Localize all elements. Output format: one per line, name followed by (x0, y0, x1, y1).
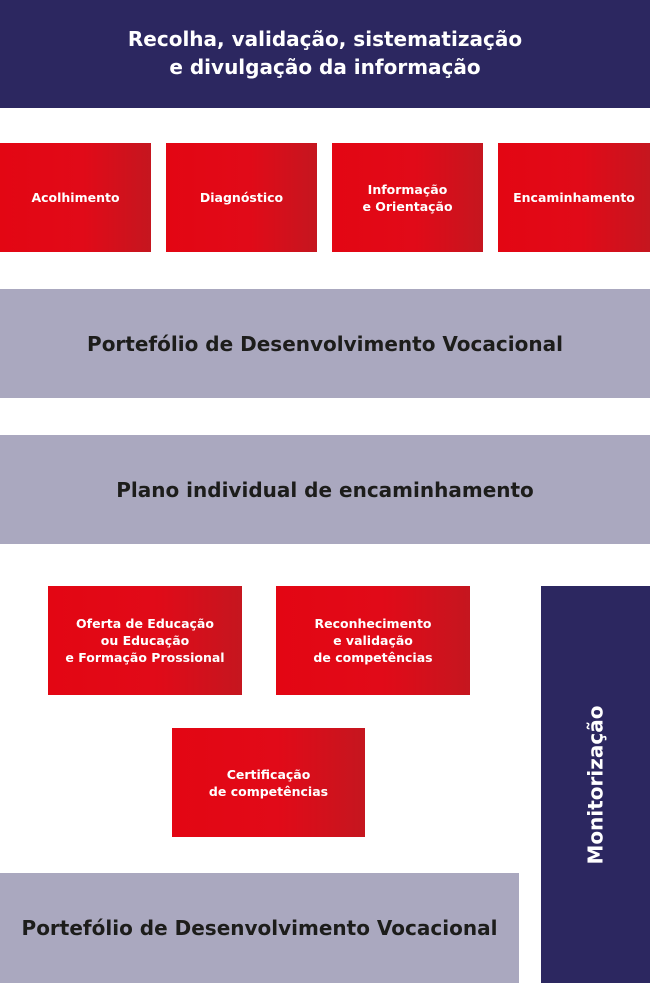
portfolio-top-label: Portefólio de Desenvolvimento Vocacional (87, 331, 563, 356)
step-label: Acolhimento (31, 190, 120, 205)
portfolio-bottom-label: Portefólio de Desenvolvimento Vocacional (21, 916, 498, 940)
offer-label: Reconhecimento e validação de competências (313, 616, 433, 665)
step-box-informacao-orientacao (332, 143, 483, 252)
portfolio-band-bottom (0, 873, 519, 983)
plan-band (0, 435, 650, 544)
plan-label: Plano individual de encaminhamento (116, 477, 534, 502)
offer-label: Oferta de Educação ou Educação e Formação Prossional (65, 616, 225, 665)
header-banner (0, 0, 650, 108)
step-box-acolhimento (0, 143, 151, 252)
monitoring-label: Monitorização (583, 705, 608, 864)
offer-box-recognition (276, 586, 470, 695)
step-box-encaminhamento (498, 143, 650, 252)
certification-box (172, 728, 365, 837)
monitoring-column (541, 586, 650, 983)
offer-box-education (48, 586, 242, 695)
portfolio-band-top (0, 289, 650, 398)
step-box-diagnostico (166, 143, 317, 252)
step-label: Informação e Orientação (362, 181, 453, 214)
step-label: Diagnóstico (199, 190, 284, 205)
certification-label: Certificação de competências (208, 766, 329, 799)
step-label: Encaminhamento (513, 190, 635, 205)
header-title: Recolha, validação, sistematização e divulgação da informação (127, 27, 523, 79)
